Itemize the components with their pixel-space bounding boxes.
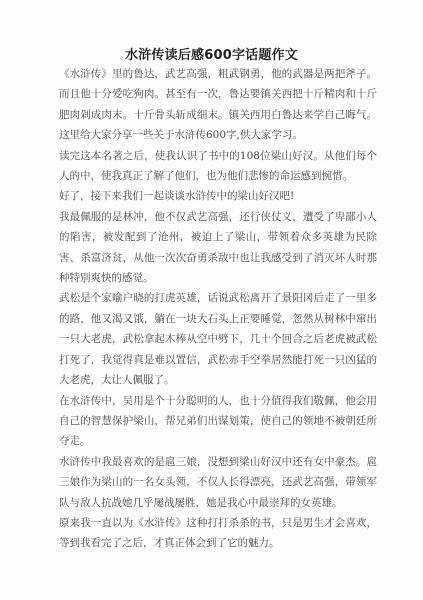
paragraph-transition: 好了，接下来我们一起谈谈水浒传中的梁山好汉吧! xyxy=(59,190,295,203)
paragraph-intro: 《水浒传》里的鲁达，武艺高强，粗武钢勇，他的武器是两把斧子。而且他十分爱吃狗肉。甚至有一次，鲁达要镇关西把十斤精肉和十斤肥肉剁成肉末。十斤骨头斩成细末。镇关西用白鲁达来学自己晦气。这里给大家分享一些关于水浒传600字,供大家学习。 xyxy=(59,68,377,142)
article-body xyxy=(59,64,377,554)
paragraph-wu-song: 武松是个家喻户晓的打虎英雄，话说武松离开了景阳冈后走了一里多的路，他又渴又饿，躺在一块大石头上正要睡觉，忽然从树林中窜出一只大老虎，武松拿起木棒从空中劈下，几十个回合之后老虎被武松打死了，我觉得真是难以置信，武松赤手空拳居然能打死一只凶猛的大老虎，太让人佩服了。 xyxy=(59,292,377,387)
document-title: 水浒传读后感600字话题作文 xyxy=(125,48,298,63)
paragraph-reading: 读完这本名著之后，使我认识了书中的108位梁山好汉。从他们每个人的中，使我真正了解了他们，也为他们悲惨的命运感到惋惜。 xyxy=(59,149,377,183)
paragraph-wu-yong: 在水浒传中，吴用是个十分聪明的人，也十分值得我们敬佩，他会用自己的智慧保护梁山，帮兄弟们出谋划策，使自己的领地不被朝廷所夺走。 xyxy=(59,394,377,448)
paragraph-lin-chong: 我最佩服的是林冲，他不仅武艺高强，还行侠仗义，遭受了卑鄙小人的陷害，被发配到了沧州，被迫上了梁山，带领着众多英雄为民除害、杀富济贫，从他一次次奋勇杀敌中也让我感受到了消灭坏人时那种特别爽快的感觉。 xyxy=(59,210,377,285)
paragraph-hu-sanniang: 水浒传中我最喜欢的是扈三娘，没想到梁山好汉中还有女中豪杰。扈三娘作为梁山的一名女头领，不仅人长得漂亮，还武艺高强，带领军队与敌人抗战她几乎屡战屡胜，她是我心中最崇拜的女英雄。 xyxy=(59,455,377,509)
paragraph-conclusion: 原来我一直以为《水浒传》这种打打杀杀的书，只是男生才会喜欢，等到我看完了之后，才真正体会到了它的魅力。 xyxy=(59,516,377,550)
